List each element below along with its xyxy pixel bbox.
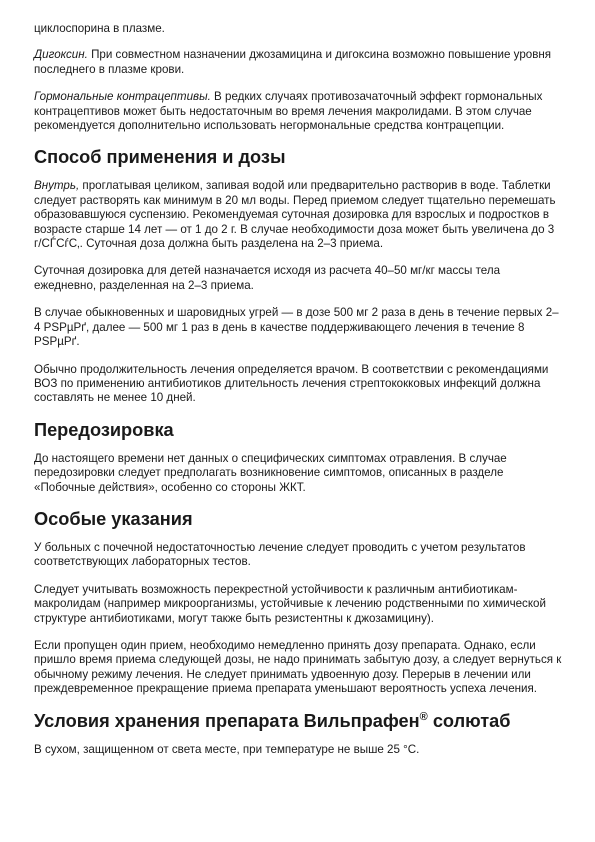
paragraph-missed-dose: Если пропущен один прием, необходимо немедленно принять дозу препарата. Однако, если пришло время приема следующей дозы, не надо принимать забытую дозу, а следует вернуться к обычному режиму лечения. Не следует принимать удвоенную дозу. Перерыв в лечении или преждевременное прекращение приема препарата уменьшают вероятность успеха лечения. [34,638,562,696]
heading-dosage: Способ применения и дозы [34,147,286,168]
registered-mark: ® [419,710,428,723]
paragraph-cyclosporine: циклоспорина в плазме. [34,22,165,35]
paragraph-storage: В сухом, защищенном от света месте, при температуре не выше 25 °С. [34,742,420,756]
dosage-oral-text: проглатывая целиком, запивая водой или предварительно растворив в воде. Таблетки следует растворять как минимум в 20 мл воды. Перед приемом следует тщательно перемешать образовавшуюся суспензию. Рекомендуемая суточная дозировка для взрослых и подростков в возрасте старше 14 лет — от 1 до 2 г. В случае необходимости доза может быть увеличена до 3 г/СЃСѓС‚. Суточная доза должна быть разделена на 2–3 приема. [34,179,556,251]
digoxin-lead: Дигоксин. [34,48,88,62]
storage-title-tail: солютаб [427,710,511,731]
paragraph-overdose: До настоящего времени нет данных о специфических симптомах отравления. В случае передозировки следует предполагать возникновение симптомов, описанных в разделе «Побочные действия», особенно со стороны ЖКТ. [34,451,507,494]
heading-overdose: Передозировка [34,419,174,440]
document-page [34,22,562,770]
paragraph-dosage-duration: Обычно продолжительность лечения определяется врачом. В соответствии с рекомендациями ВОЗ по применению антибиотиков длительность лечения стрептококковых инфекций должна составлять не менее 10 дней. [34,362,549,405]
paragraph-contraceptives [34,90,562,133]
storage-title: Условия хранения препарата Вильпрафен [34,710,420,731]
dosage-oral-lead: Внутрь, [34,179,80,193]
paragraph-dosage-acne: В случае обыкновенных и шаровидных угрей — в дозе 500 мг 2 раза в день в течение первых 2–4 РЅРµРґ, далее — 500 мг 1 раз в день в качестве поддерживающего лечения в течение 8 РЅРµРґ. [34,306,559,349]
paragraph-renal: У больных с почечной недостаточностью лечение следует проводить с учетом результатов соответствующих лабораторных тестов. [34,540,526,569]
heading-special-instructions: Особые указания [34,508,193,529]
paragraph-digoxin [34,48,562,77]
contraceptives-lead: Гормональные контрацептивы. [34,90,211,104]
heading-storage [34,710,562,732]
paragraph-cross-resistance: Следует учитывать возможность перекрестной устойчивости к различным антибиотикам-макролидам (например микроорганизмы, устойчивые к лечению родственными по химической структуре антибиотиками, могут также быть резистентны к джозамицину). [34,582,546,625]
paragraph-dosage-children: Суточная дозировка для детей назначается исходя из расчета 40–50 мг/кг массы тела ежедневно, разделенная на 2–3 приема. [34,264,501,292]
paragraph-dosage-oral [34,179,562,251]
contraceptives-text: В редких случаях противозачаточный эффект гормональных контрацептивов может быть недостаточным во время лечения макролидами. В этом случае рекомендуется дополнительно использовать негормональные средства контрацепции. [34,90,543,133]
digoxin-text: При совместном назначении джозамицина и дигоксина возможно повышение уровня последнего в плазме крови. [34,48,552,76]
